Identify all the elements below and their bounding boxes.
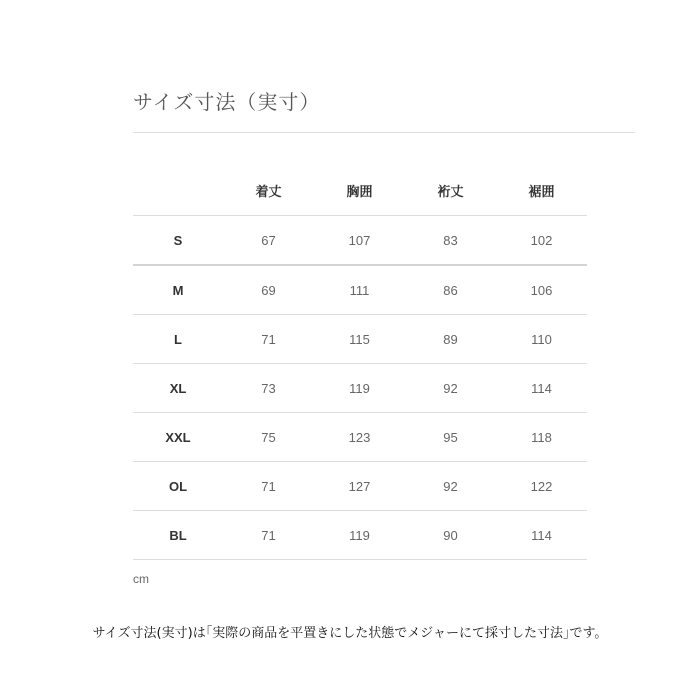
page-title: サイズ寸法（実寸） [133,90,321,114]
hem-value: 114 [496,511,587,560]
sleeve-value: 83 [405,216,496,266]
size-label: M [133,265,223,315]
size-label: XL [133,364,223,413]
header-sleeve: 裄丈 [405,166,496,216]
hem-value: 114 [496,364,587,413]
length-value: 69 [223,265,314,315]
length-value: 73 [223,364,314,413]
chest-value: 119 [314,364,405,413]
measurement-note: サイズ寸法(実寸)は｢実際の商品を平置きにした状態でメジャーにて採寸した寸法｣です。 [92,626,608,641]
table-row [133,462,587,511]
sleeve-value: 90 [405,511,496,560]
sleeve-value: 92 [405,462,496,511]
chest-value: 115 [314,315,405,364]
size-label: L [133,315,223,364]
table-row [133,413,587,462]
table-row [133,364,587,413]
length-value: 71 [223,511,314,560]
sleeve-value: 89 [405,315,496,364]
size-label: XXL [133,413,223,462]
size-label: S [133,216,223,266]
header-length: 着丈 [223,166,314,216]
length-value: 71 [223,315,314,364]
title-divider [133,132,635,133]
table-row [133,511,587,560]
hem-value: 106 [496,265,587,315]
size-label: BL [133,511,223,560]
header-hem: 裾囲 [496,166,587,216]
sleeve-value: 95 [405,413,496,462]
chest-value: 123 [314,413,405,462]
table-header-row [133,166,587,216]
hem-value: 110 [496,315,587,364]
chest-value: 107 [314,216,405,266]
chest-value: 111 [314,265,405,315]
unit-label: cm [133,572,149,586]
length-value: 75 [223,413,314,462]
hem-value: 102 [496,216,587,266]
chest-value: 127 [314,462,405,511]
length-value: 71 [223,462,314,511]
length-value: 67 [223,216,314,266]
size-table [133,166,587,560]
table-row [133,216,587,266]
hem-value: 122 [496,462,587,511]
table-row [133,315,587,364]
size-label: OL [133,462,223,511]
header-chest: 胸囲 [314,166,405,216]
hem-value: 118 [496,413,587,462]
header-size [133,166,223,216]
chest-value: 119 [314,511,405,560]
sleeve-value: 86 [405,265,496,315]
table-row [133,265,587,315]
sleeve-value: 92 [405,364,496,413]
